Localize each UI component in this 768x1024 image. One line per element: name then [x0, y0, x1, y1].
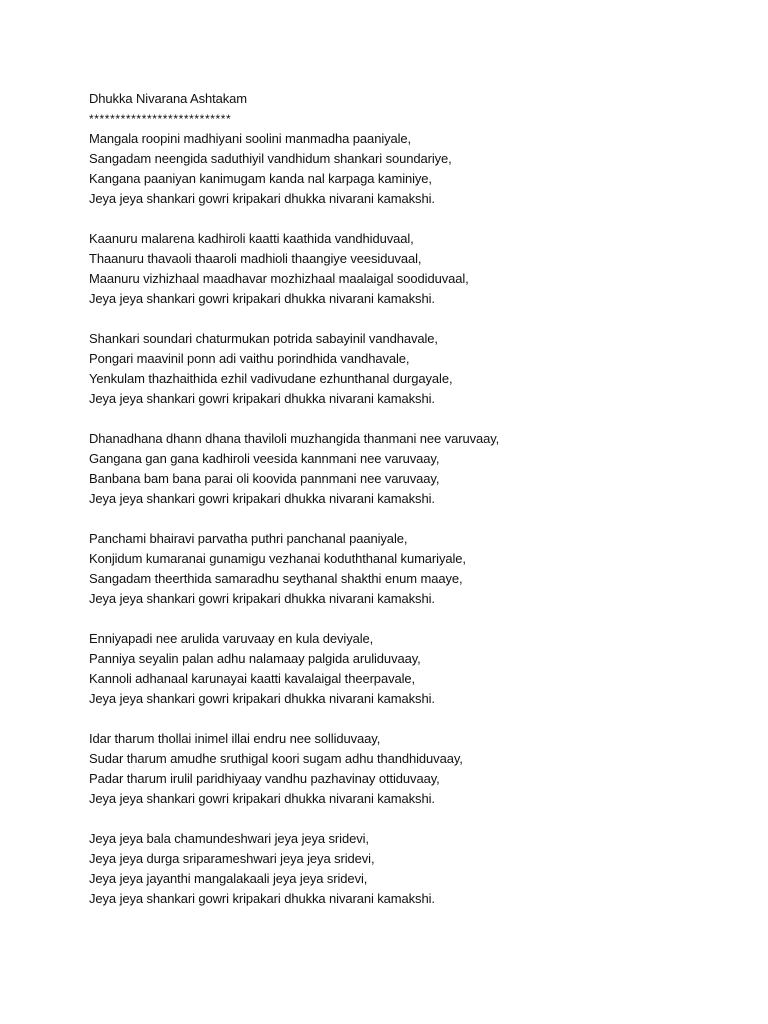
verse-line: Kannoli adhanaal karunayai kaatti kavalaigal theerpavale, — [89, 671, 416, 686]
verse-line: Sangadam neengida saduthiyil vandhidum shankari soundariye, — [89, 151, 452, 166]
verse-line: Jeya jeya shankari gowri kripakari dhukka nivarani kamakshi. — [89, 591, 435, 606]
verse-line: Gangana gan gana kadhiroli veesida kannmani nee varuvaay, — [89, 451, 440, 466]
verse-line: Pongari maavinil ponn adi vaithu porindhida vandhavale, — [89, 351, 410, 366]
document-page — [89, 89, 749, 929]
verse-line: Jeya jeya shankari gowri kripakari dhukka nivarani kamakshi. — [89, 391, 435, 406]
verse-line: Jeya jeya bala chamundeshwari jeya jeya sridevi, — [89, 831, 369, 846]
verse-line: Padar tharum irulil paridhiyaay vandhu pazhavinay ottiduvaay, — [89, 771, 440, 786]
verse-line: Banbana bam bana parai oli koovida pannmani nee varuvaay, — [89, 471, 440, 486]
stanza-6 — [89, 629, 749, 709]
stanza-4 — [89, 429, 749, 509]
verse-line: Sudar tharum amudhe sruthigal koori sugam adhu thandhiduvaay, — [89, 751, 463, 766]
verse-line: Kangana paaniyan kanimugam kanda nal karpaga kaminiye, — [89, 171, 432, 186]
stanza-5 — [89, 529, 749, 609]
verse-line: Idar tharum thollai inimel illai endru nee solliduvaay, — [89, 731, 381, 746]
stanza-1 — [89, 129, 749, 209]
stanza-2 — [89, 229, 749, 309]
verse-line: Jeya jeya shankari gowri kripakari dhukka nivarani kamakshi. — [89, 891, 435, 906]
verse-line: Konjidum kumaranai gunamigu vezhanai koduththanal kumariyale, — [89, 551, 466, 566]
verse-line: Yenkulam thazhaithida ezhil vadivudane ezhunthanal durgayale, — [89, 371, 453, 386]
verse-line: Mangala roopini madhiyani soolini manmadha paaniyale, — [89, 131, 412, 146]
stanza-3 — [89, 329, 749, 409]
verse-line: Thaanuru thavaoli thaaroli madhioli thaangiye veesiduvaal, — [89, 251, 422, 266]
verse-line: Jeya jeya shankari gowri kripakari dhukka nivarani kamakshi. — [89, 191, 435, 206]
title-separator: *************************** — [89, 112, 232, 126]
verse-line: Jeya jeya shankari gowri kripakari dhukka nivarani kamakshi. — [89, 691, 435, 706]
verse-line: Kaanuru malarena kadhiroli kaatti kaathida vandhiduvaal, — [89, 231, 414, 246]
verse-line: Maanuru vizhizhaal maadhavar mozhizhaal maalaigal soodiduvaal, — [89, 271, 469, 286]
stanza-7 — [89, 729, 749, 809]
document-title: Dhukka Nivarana Ashtakam — [89, 91, 248, 106]
stanza-container — [89, 129, 749, 909]
verse-line: Jeya jeya shankari gowri kripakari dhukka nivarani kamakshi. — [89, 291, 435, 306]
verse-line: Enniyapadi nee arulida varuvaay en kula deviyale, — [89, 631, 374, 646]
verse-line: Jeya jeya shankari gowri kripakari dhukka nivarani kamakshi. — [89, 491, 435, 506]
verse-line: Jeya jeya durga sriparameshwari jeya jeya sridevi, — [89, 851, 375, 866]
verse-line: Sangadam theerthida samaradhu seythanal shakthi enum maaye, — [89, 571, 463, 586]
verse-line: Shankari soundari chaturmukan potrida sabayinil vandhavale, — [89, 331, 438, 346]
verse-line: Panniya seyalin palan adhu nalamaay palgida aruliduvaay, — [89, 651, 421, 666]
verse-line: Jeya jeya shankari gowri kripakari dhukka nivarani kamakshi. — [89, 791, 435, 806]
verse-line: Jeya jeya jayanthi mangalakaali jeya jeya sridevi, — [89, 871, 368, 886]
verse-line: Dhanadhana dhann dhana thaviloli muzhangida thanmani nee varuvaay, — [89, 431, 500, 446]
stanza-8 — [89, 829, 749, 909]
verse-line: Panchami bhairavi parvatha puthri panchanal paaniyale, — [89, 531, 408, 546]
